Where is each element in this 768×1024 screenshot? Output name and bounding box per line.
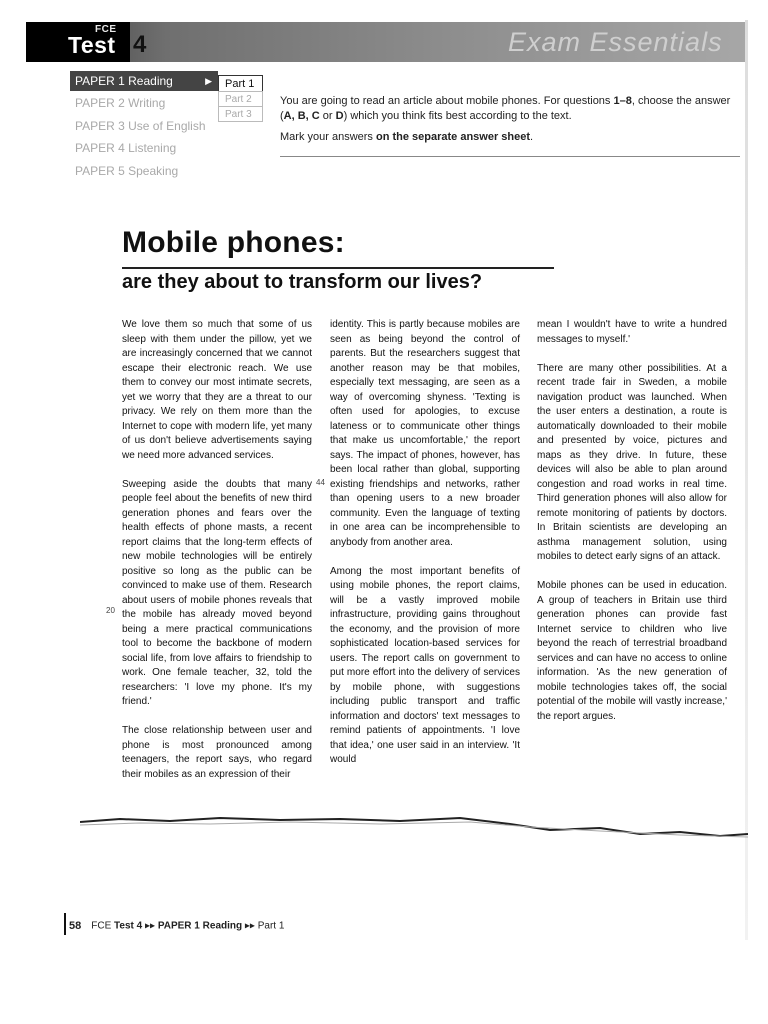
- page-number: 58: [69, 919, 82, 932]
- torn-edge-decoration: [80, 810, 748, 840]
- part-1[interactable]: Part 1: [218, 75, 263, 92]
- article-title: Mobile phones:: [122, 226, 345, 259]
- double-arrow-icon: ▸▸: [244, 920, 255, 932]
- page-edge-shadow: [745, 20, 748, 940]
- test-label: Test: [68, 32, 116, 58]
- arrow-right-icon: ▶: [205, 76, 212, 86]
- double-arrow-icon: ▸▸: [144, 920, 156, 932]
- paper-3-use-of-english[interactable]: PAPER 3 Use of English: [75, 119, 206, 133]
- paragraph: mean I wouldn't have to write a hundred messages to myself.': [537, 319, 727, 345]
- paragraph: The close relationship between user and phone is most pronounced among teenagers, the report says, who regard their mobiles as an expression of their: [122, 725, 312, 780]
- paper-5-speaking[interactable]: PAPER 5 Speaking: [75, 164, 179, 178]
- paper-2-writing[interactable]: PAPER 2 Writing: [75, 96, 166, 110]
- paper-4-listening[interactable]: PAPER 4 Listening: [75, 141, 177, 155]
- paragraph: Mobile phones can be used in education. A group of teachers in Britain use third generation phones can provide fast Internet service to children who live beyond the reach of terrestrial broadband services and can have no access to online information. 'As the new generation of mobile technologies takes off, the social potential of the mobile will vastly increase,' the report argues.: [537, 580, 727, 722]
- instruction-line-2: Mark your answers on the separate answer sheet.: [280, 131, 534, 143]
- instruction-line-1: You are going to read an article about mobile phones. For questions 1–8, choose the answer (A, B, C or D) which you think fits best according to the text.: [280, 95, 731, 122]
- page-footer: 58 FCE Test 4 ▸▸ PAPER 1 Reading ▸▸ Part 1: [64, 917, 284, 935]
- paragraph: Among the most important benefits of using mobile phones, the report claims, will be a vastly improved mobile infrastructure, providing gains throughout the economy, and the provision of more sophisticated location-based services for users. The report calls on government to put more effort into the delivery of services by mobile phone, with suggestions including public transport and traffic information and doctors' text messages to remind patients of appointments. 'I love that idea,' one user said in an interview. 'It would: [330, 565, 520, 765]
- article-column-3: [537, 318, 727, 739]
- part-menu: [218, 76, 263, 122]
- test-number: 4: [133, 31, 147, 58]
- paragraph: We love them so much that some of us sleep with them under the pillow, yet we are increasingly concerned that we cannot escape their electronic reach. We use them to convey our most intimate secrets, yet we worry that they are a threat to our privacy. We rely on them more than the Internet to cope with modern life, yet many of us don't believe advertisements saying we need more advanced services.: [122, 319, 312, 461]
- section-title: Exam Essentials: [508, 27, 723, 57]
- article-column-1: [122, 318, 312, 797]
- part-3[interactable]: Part 3: [218, 106, 263, 122]
- paper-1-reading[interactable]: PAPER 1 Reading ▶: [70, 71, 218, 91]
- paragraph: Sweeping aside the doubts that many people feel about the benefits of new third generation phones and fears over the health effects of phone masts, a recent report claims that the long-term effects of new mobile technologies will be entirely positive so long as the public can be convinced to make use of them. Research about users of mobile phones reveals that the mobile has already moved beyond being a mere practical communications tool to become the backbone of modern social life, from love affairs to friendship to work. One female teacher, 32, told the researchers: 'I love my phone. It's my friend.': [122, 478, 312, 707]
- paragraph: identity. This is partly because mobiles are seen as being beyond the control of parents. But the researchers suggest that another reason may be that mobiles, especially text messaging, are seen as a way of overcoming shyness. 'Texting is often used for apologies, to excuse lateness or to communicate other things that make us uncomfortable,' the report says. The impact of phones, however, has been local rather than global, supporting existing friendships and networks, rather than opening users to a new broader community. Even the language of texting in one area can be incomprehensible to anybody from another area.: [330, 319, 520, 548]
- part-2[interactable]: Part 2: [218, 91, 263, 107]
- line-number-20: 20: [106, 606, 115, 615]
- article-column-2: [330, 318, 520, 782]
- task-instructions: [280, 94, 740, 145]
- footer-bar: [64, 913, 66, 935]
- article-subtitle: are they about to transform our lives?: [122, 271, 483, 293]
- line-number-44: 44: [316, 478, 325, 487]
- title-underline: [122, 267, 554, 269]
- instructions-divider: [280, 156, 740, 157]
- series-label: FCE: [95, 24, 117, 35]
- paragraph: There are many other possibilities. At a recent trade fair in Sweden, a mobile navigation product was launched. When the user enters a destination, a route is automatically downloaded to their mobile and presented by voice, pictures and maps as they drive. In future, these devices will also be able to plan around congestion and road works in real time. Third generation phones will also allow for remote monitoring of patients by doctors. In Britain scientists are developing an asthma management solution, using mobiles to detect early signs of an attack.: [537, 362, 727, 562]
